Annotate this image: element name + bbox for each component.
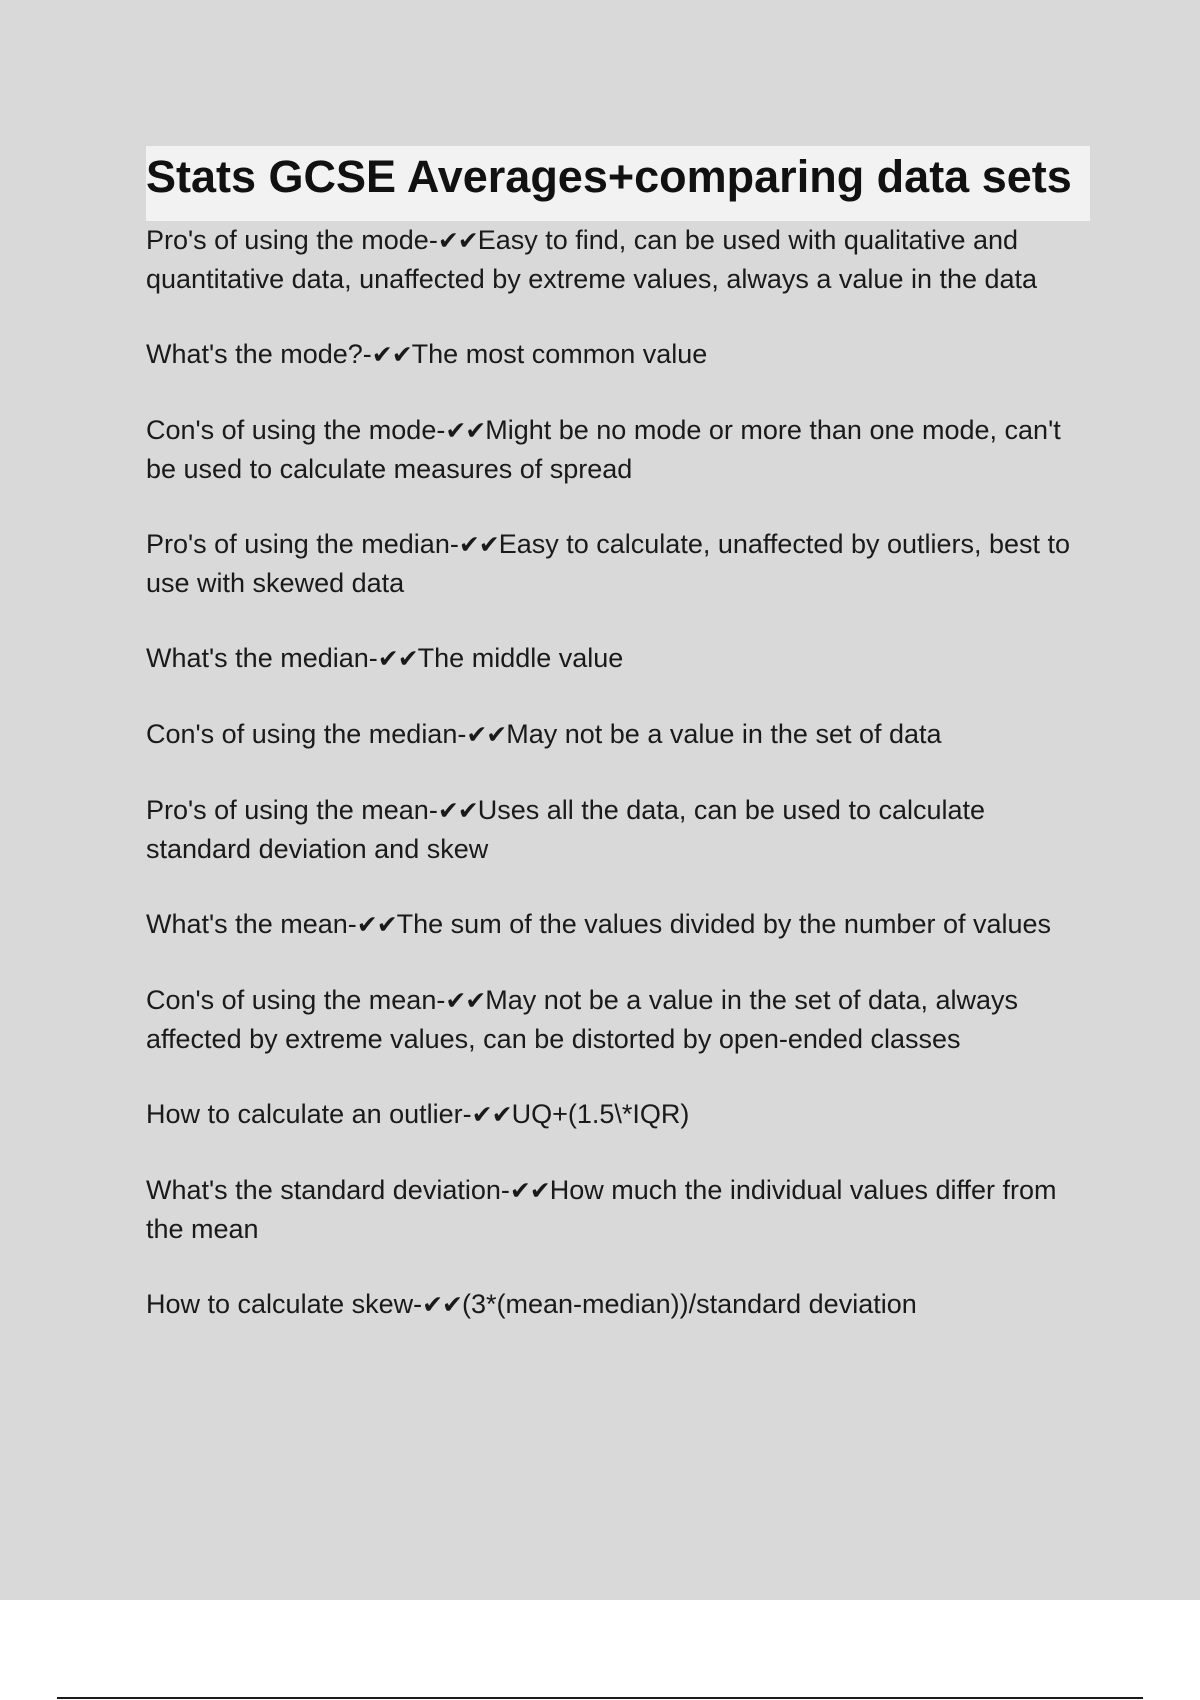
check-mark-icon: ✔✔ bbox=[356, 910, 397, 939]
list-item bbox=[146, 221, 1090, 298]
item-answer: Uses all the data, can be used to calculate standard deviation and skew bbox=[146, 795, 986, 864]
item-answer: The sum of the values divided by the number of values bbox=[396, 909, 1052, 939]
item-question: Con's of using the mean- bbox=[146, 985, 446, 1015]
list-item bbox=[146, 1171, 1090, 1248]
check-mark-icon: ✔✔ bbox=[445, 416, 486, 445]
qa-list bbox=[146, 221, 1090, 1324]
document-content bbox=[146, 146, 1090, 1361]
footer-divider bbox=[57, 1697, 1143, 1699]
item-answer: How much the individual values differ from the mean bbox=[146, 1175, 1057, 1244]
check-mark-icon: ✔✔ bbox=[509, 1176, 550, 1205]
item-answer: The middle value bbox=[417, 643, 624, 673]
item-question: What's the median- bbox=[146, 643, 378, 673]
item-question: Pro's of using the mean- bbox=[146, 795, 438, 825]
item-answer: Easy to find, can be used with qualitative and quantitative data, unaffected by extreme values, always a value in the data bbox=[146, 225, 1038, 294]
item-question: How to calculate skew- bbox=[146, 1289, 423, 1319]
item-question: Con's of using the mode- bbox=[146, 415, 446, 445]
list-item bbox=[146, 905, 1090, 944]
item-answer: Might be no mode or more than one mode, can't be used to calculate measures of spread bbox=[146, 415, 1061, 484]
item-question: How to calculate an outlier- bbox=[146, 1099, 472, 1129]
check-mark-icon: ✔✔ bbox=[377, 644, 418, 673]
title-box bbox=[146, 146, 1090, 221]
list-item bbox=[146, 639, 1090, 678]
item-question: What's the standard deviation- bbox=[146, 1175, 510, 1205]
check-mark-icon: ✔✔ bbox=[437, 796, 478, 825]
check-mark-icon: ✔✔ bbox=[422, 1290, 463, 1319]
check-mark-icon: ✔✔ bbox=[471, 1100, 512, 1129]
item-question: Pro's of using the median- bbox=[146, 529, 459, 559]
item-answer: UQ+(1.5\*IQR) bbox=[511, 1099, 690, 1129]
check-mark-icon: ✔✔ bbox=[466, 720, 507, 749]
check-mark-icon: ✔✔ bbox=[445, 986, 486, 1015]
check-mark-icon: ✔✔ bbox=[458, 530, 499, 559]
list-item bbox=[146, 715, 1090, 754]
list-item bbox=[146, 335, 1090, 374]
list-item bbox=[146, 791, 1090, 868]
item-question: What's the mean- bbox=[146, 909, 357, 939]
item-answer: May not be a value in the set of data bbox=[506, 719, 942, 749]
item-question: Con's of using the median- bbox=[146, 719, 467, 749]
list-item bbox=[146, 981, 1090, 1058]
item-question: What's the mode?- bbox=[146, 339, 372, 369]
check-mark-icon: ✔✔ bbox=[371, 340, 412, 369]
list-item bbox=[146, 525, 1090, 602]
check-mark-icon: ✔✔ bbox=[437, 226, 478, 255]
item-question: Pro's of using the mode- bbox=[146, 225, 438, 255]
item-answer: The most common value bbox=[411, 339, 708, 369]
item-answer: Easy to calculate, unaffected by outliers, best to use with skewed data bbox=[146, 529, 1071, 598]
list-item bbox=[146, 1095, 1090, 1134]
list-item bbox=[146, 411, 1090, 488]
list-item bbox=[146, 1285, 1090, 1324]
page-title: Stats GCSE Averages+comparing data sets bbox=[146, 151, 1072, 202]
item-answer: May not be a value in the set of data, always affected by extreme values, can be distorted by open-ended classes bbox=[146, 985, 1019, 1054]
item-answer: (3*(mean-median))/standard deviation bbox=[462, 1289, 917, 1319]
